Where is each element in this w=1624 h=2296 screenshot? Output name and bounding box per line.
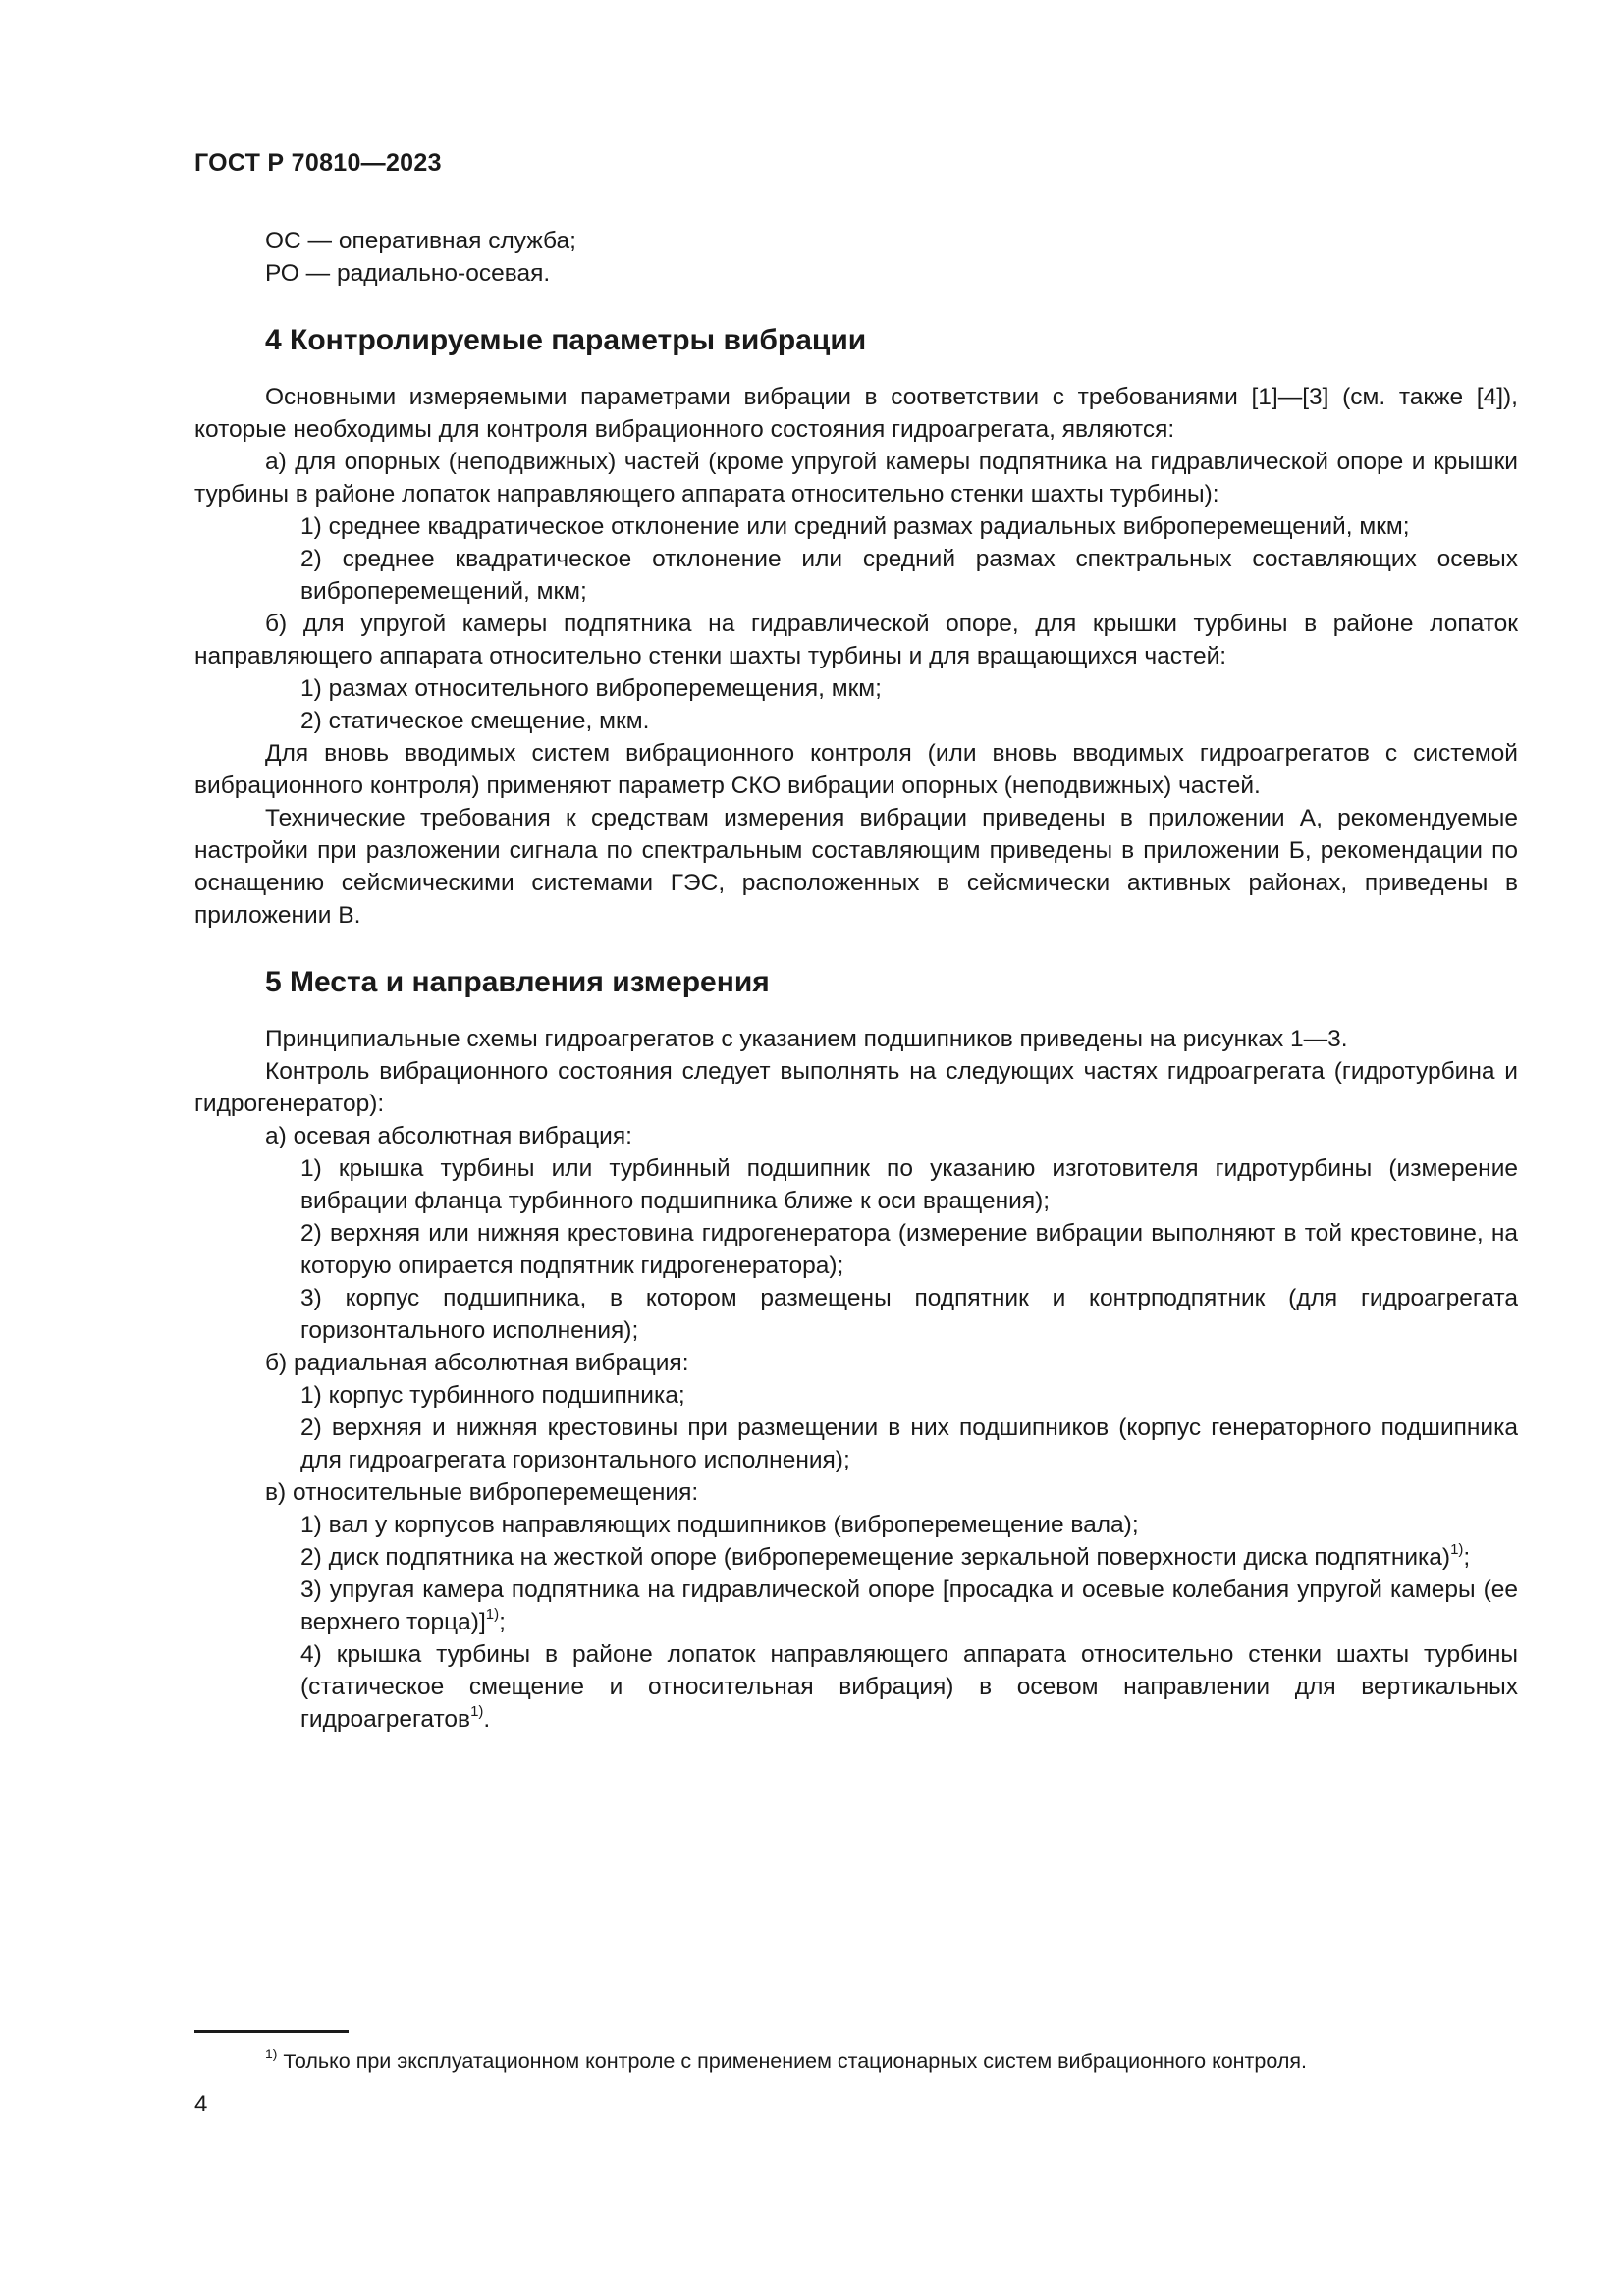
section-5-heading: 5 Места и направления измерения bbox=[265, 966, 770, 998]
section-5-item-v3-punct: ; bbox=[499, 1609, 506, 1635]
section-4-item-a1: 1) среднее квадратическое отклонение или средний размах радиальных виброперемещений, мкм; bbox=[300, 513, 1410, 540]
section-4-para-new-systems: Для вновь вводимых систем вибрационного контроля (или вновь вводимых гидроагрегатов с системой вибрационного контроля) применяют параметр СКО вибрации опорных (неподвижных) частей. bbox=[194, 740, 1518, 799]
abbreviation-ro: РО — радиально-осевая. bbox=[265, 260, 551, 287]
section-5-para-control: Контроль вибрационного состояния следует выполнять на следующих частях гидроагрегата (гидротурбина и гидрогенератор): bbox=[194, 1058, 1518, 1117]
footnote-reference: 1) bbox=[485, 1606, 500, 1623]
section-4-item-b1: 1) размах относительного виброперемещения, мкм; bbox=[300, 675, 882, 702]
footnote-reference: 1) bbox=[470, 1703, 484, 1720]
section-5-item-a: а) осевая абсолютная вибрация: bbox=[265, 1123, 632, 1149]
footnote-reference: 1) bbox=[1450, 1541, 1464, 1558]
page-number: 4 bbox=[194, 2091, 208, 2117]
section-5-item-a2: 2) верхняя или нижняя крестовина гидрогенератора (измерение вибрации выполняют в той крестовине, на которую опирается подпятник гидрогенератора); bbox=[300, 1220, 1518, 1279]
section-5-item-v3 bbox=[194, 1574, 1518, 1638]
section-4-intro: Основными измеряемыми параметрами вибрации в соответствии с требованиями [1]—[3] (см. также [4]), которые необходимы для контроля вибрационного состояния гидроагрегата, являются: bbox=[194, 384, 1518, 443]
section-5-item-a3: 3) корпус подшипника, в котором размещены подпятник и контрподпятник (для гидроагрегата горизонтального исполнения); bbox=[300, 1285, 1518, 1344]
section-5-item-v4 bbox=[194, 1638, 1518, 1735]
section-4-item-a: а) для опорных (неподвижных) частей (кроме упругой камеры подпятника на гидравлической опоре и крышки турбины в районе лопаток направляющего аппарата относительно стенки шахты турбины): bbox=[194, 449, 1518, 507]
section-4-item-b2: 2) статическое смещение, мкм. bbox=[300, 708, 650, 734]
section-5-para-schemes: Принципиальные схемы гидроагрегатов с указанием подшипников приведены на рисунках 1—3. bbox=[265, 1026, 1348, 1052]
section-5-item-a1: 1) крышка турбины или турбинный подшипник по указанию изготовителя гидротурбины (измерение вибрации фланца турбинного подшипника ближе к оси вращения); bbox=[300, 1155, 1518, 1214]
abbreviation-os: ОС — оперативная служба; bbox=[265, 228, 576, 254]
section-5-item-b: б) радиальная абсолютная вибрация: bbox=[265, 1350, 689, 1376]
section-5-item-v4-text: 4) крышка турбины в районе лопаток направляющего аппарата относительно стенки шахты турбины (статическое смещение и относительная вибрация) в осевом направлении для вертикальных гидроагрегатов bbox=[300, 1641, 1518, 1733]
section-4-item-a2: 2) среднее квадратическое отклонение или средний размах спектральных составляющих осевых виброперемещений, мкм; bbox=[300, 546, 1518, 605]
section-5-item-v1: 1) вал у корпусов направляющих подшипников (виброперемещение вала); bbox=[300, 1512, 1139, 1538]
section-4-item-b: б) для упругой камеры подпятника на гидравлической опоре, для крышки турбины в районе лопаток направляющего аппарата относительно стенки шахты турбины и для вращающихся частей: bbox=[194, 611, 1518, 669]
footnote-divider bbox=[194, 2030, 349, 2033]
section-5-item-v3-text: 3) упругая камера подпятника на гидравлической опоре [просадка и осевые колебания упругой камеры (ее верхнего торца)] bbox=[300, 1576, 1518, 1635]
section-5-item-b1: 1) корпус турбинного подшипника; bbox=[300, 1382, 685, 1409]
section-4-para-tech-requirements: Технические требования к средствам измерения вибрации приведены в приложении А, рекомендуемые настройки при разложении сигнала по спектральным составляющим приведены в приложении Б, рекомендации по оснащению сейсмическими системами ГЭС, расположенных в сейсмически активных районах, приведены в приложении В. bbox=[194, 805, 1518, 929]
section-5-item-v4-punct: . bbox=[483, 1706, 491, 1733]
footnote-marker: 1) bbox=[265, 2046, 278, 2061]
footnote-text: Только при эксплуатационном контроле с применением стационарных систем вибрационного контроля. bbox=[277, 2050, 1307, 2073]
section-5-item-v2-text: 2) диск подпятника на жесткой опоре (виброперемещение зеркальной поверхности диска подпятника) bbox=[300, 1544, 1451, 1571]
section-5-item-v2 bbox=[194, 1541, 1518, 1574]
section-4-heading: 4 Контролируемые параметры вибрации bbox=[265, 324, 867, 356]
document-code: ГОСТ Р 70810—2023 bbox=[194, 149, 442, 177]
section-5-item-v2-punct: ; bbox=[1463, 1544, 1471, 1571]
section-5-item-v: в) относительные виброперемещения: bbox=[265, 1479, 699, 1506]
document-body bbox=[194, 225, 1518, 1735]
footnote bbox=[265, 2048, 1307, 2075]
section-5-item-b2: 2) верхняя и нижняя крестовины при размещении в них подшипников (корпус генераторного подшипника для гидроагрегата горизонтального исполнения); bbox=[300, 1415, 1518, 1473]
